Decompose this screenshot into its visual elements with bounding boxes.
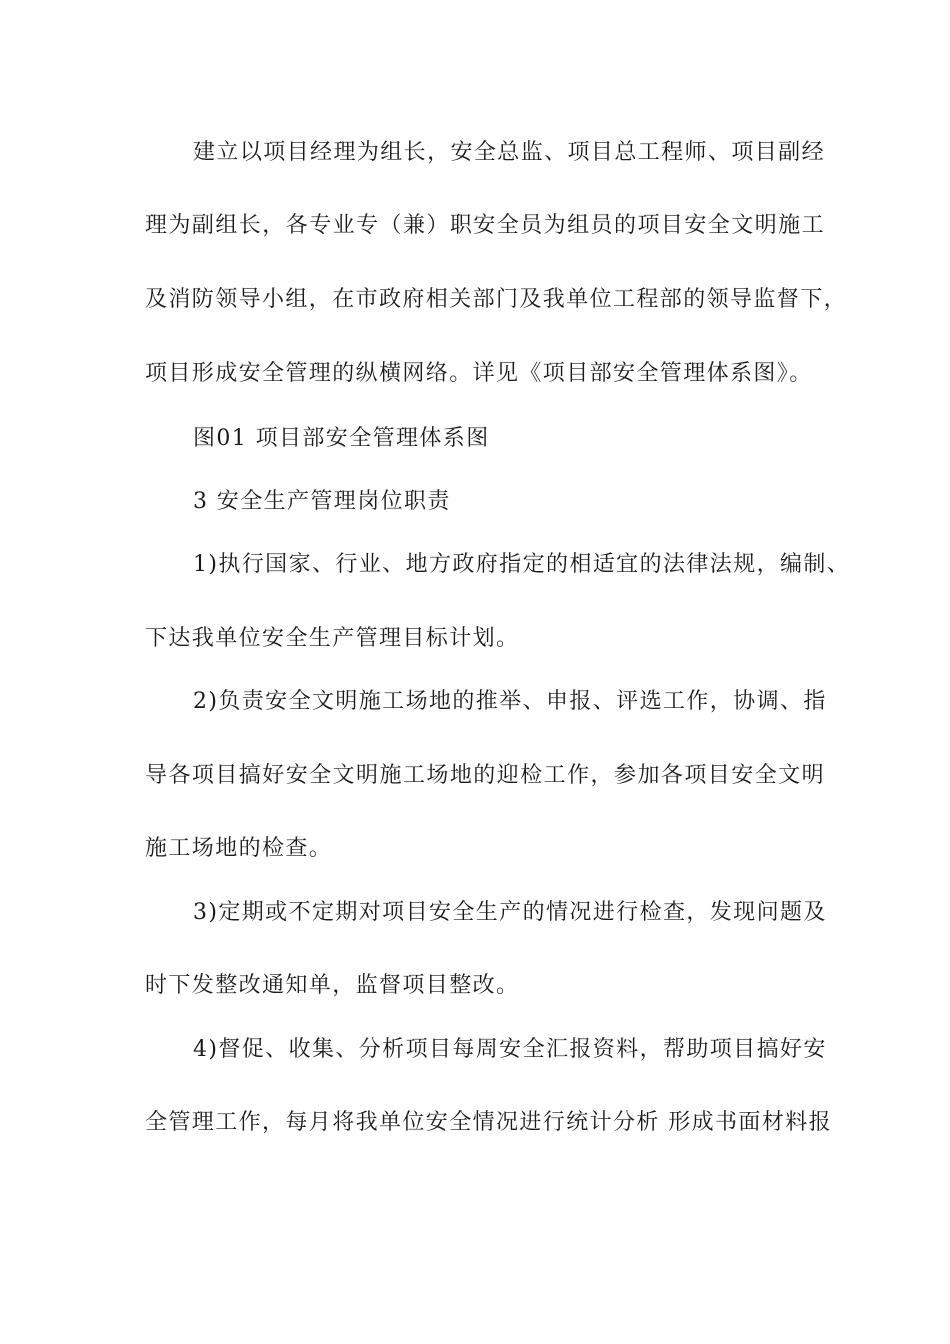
paragraph-line: 下达我单位安全生产管理目标计划。	[145, 626, 520, 651]
paragraph-line: 时下发整改通知单，监督项目整改。	[145, 973, 520, 998]
paragraph-line: 及消防领导小组，在市政府相关部门及我单位工程部的领导监督下，	[145, 287, 848, 312]
paragraph-line: 导各项目搞好安全文明施工场地的迎检工作，参加各项目安全文明	[145, 763, 825, 788]
section-heading: 3 安全生产管理岗位职责	[193, 489, 451, 514]
paragraph-line: 项目形成安全管理的纵横网络。详见《项目部安全管理体系图》。	[145, 361, 813, 386]
paragraph-line: 建立以项目经理为组长，安全总监、项目总工程师、项目副经	[193, 140, 825, 165]
paragraph-line: 4)督促、收集、分析项目每周安全汇报资料，帮助项目搞好安	[193, 1037, 827, 1062]
paragraph-line: 施工场地的检查。	[145, 836, 333, 861]
paragraph-line: 全管理工作，每月将我单位安全情况进行统计分析 形成书面材料报	[145, 1110, 832, 1135]
paragraph-line: 2)负责安全文明施工场地的推举、申报、评选工作，协调、指	[193, 689, 827, 714]
paragraph-line: 3)定期或不定期对项目安全生产的情况进行检查，发现问题及	[193, 900, 827, 925]
paragraph-line: 1)执行国家、行业、地方政府指定的相适宜的法律法规，编制、	[193, 552, 851, 577]
paragraph-line: 理为副组长，各专业专（兼）职安全员为组员的项目安全文明施工	[145, 213, 825, 238]
figure-caption: 图01 项目部安全管理体系图	[193, 426, 490, 451]
